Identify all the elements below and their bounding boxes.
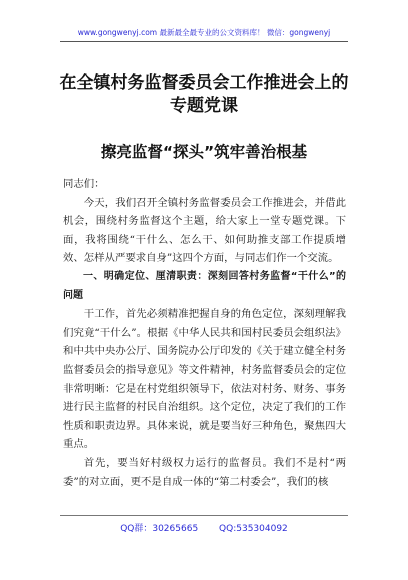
footer-qq-group: QQ群：30265665: [120, 524, 199, 534]
paragraph-intro: 今天，我们召开全镇村务监督委员会工作推进会，并借此机会，围绕村务监督这个主题，给大家上一堂专题党课。下面，我将围绕“干什么、怎么干、如何助推支部工作提质增效、怎样从严要求自身”这四个方面，与同志们作一个交流。: [63, 196, 346, 265]
section-heading-1: 一、明确定位、厘清职责：深刻回答村务监督“干什么”的问题: [63, 270, 346, 301]
salutation: 同志们：: [63, 178, 105, 190]
paragraph-body: 首先，要当好村级权力运行的监督员。我们不是村“两委”的对立面，更不是自成一体的“第二村委会”，我们的核: [63, 456, 346, 488]
paragraph-body: 干工作，首先必须精准把握自身的角色定位，深刻理解我们究竟“干什么”。根据《中华人民共和国村民委员会组织法》和中共中央办公厅、国务院办公厅印发的《关于建立健全村务监督委员会的指导意见》等文件精神，村务监督委员会的定位非常明晰：它是在村党组织领导下，依法对村务、财务、事务进行民主监督的村民自治组织。这个定位，决定了我们的工作性质和职责边界。具体来说，就是要当好三种角色，聚焦四大重点。: [63, 308, 346, 451]
document-title: 在全镇村务监督委员会工作推进会上的专题党课: [59, 73, 349, 116]
page-header: www.gongwenyj.com 最新最全最专业的公文资料库！ 微信：gongwenyj: [77, 28, 331, 37]
footer-qq: QQ:535304092: [219, 524, 288, 534]
page-footer: [0, 521, 408, 534]
footer-divider: [60, 515, 348, 516]
document-body: [63, 175, 346, 491]
header-divider: [60, 41, 348, 42]
document-subtitle: 擦亮监督“探头”筑牢善治根基: [100, 143, 308, 161]
